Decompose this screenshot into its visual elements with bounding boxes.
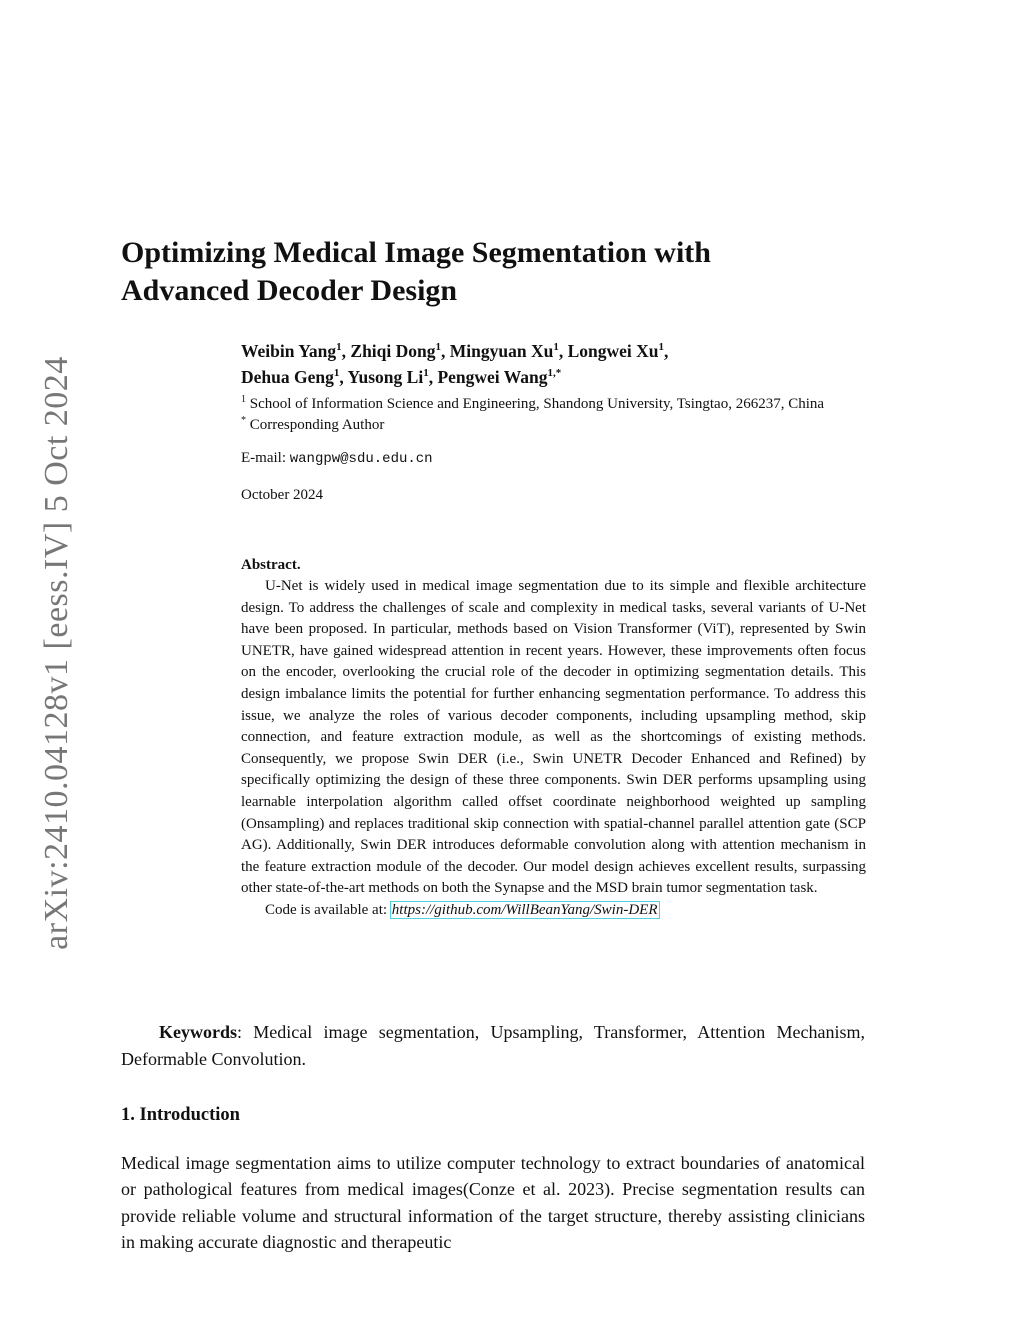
affiliation-mark: 1 — [241, 394, 246, 405]
author-name: Zhiqi Dong — [350, 341, 436, 361]
author-affiliation-mark: 1 — [553, 341, 559, 354]
publication-date: October 2024 — [241, 487, 324, 503]
author-name: Yusong Li — [347, 367, 424, 387]
keywords-label: Keywords — [159, 1022, 237, 1042]
code-availability — [241, 900, 866, 922]
paper-title — [121, 234, 881, 310]
author-affiliation-mark: 1 — [336, 341, 342, 354]
keywords — [121, 1019, 865, 1073]
code-label: Code is available at: — [265, 901, 388, 918]
author-name: Longwei Xu — [567, 341, 659, 361]
author-affiliation-mark: 1 — [333, 367, 340, 380]
author-affiliation-mark: 1,* — [547, 367, 562, 380]
abstract-heading: Abstract. — [241, 557, 301, 573]
author-name: Dehua Geng — [241, 367, 334, 387]
email-address[interactable]: wangpw@sdu.edu.cn — [289, 451, 433, 467]
abstract-text: U-Net is widely used in medical image segmentation due to its simple and flexible architecture design. To address the challenges of scale and complexity in medical tasks, several variants of U-Net have been proposed. In particular, methods based on Vision Transformer (ViT), represented by Swin UNETR, have gained widespread attention in recent years. However, these improvements often focus on the encoder, overlooking the crucial role of the decoder in optimizing segmentation details. This design imbalance limits the potential for further enhancing segmentation performance. To address this issue, we analyze the roles of various decoder components, including upsampling method, skip connection, and feature extraction module, as well as the shortcomings of existing methods. Consequently, we propose Swin DER (i.e., Swin UNETR Decoder Enhanced and Refined) by specifically optimizing the design of these three components. Swin DER performs upsampling using learnable interpolation algorithm called offset coordinate neighborhood weighted up sampling (Onsampling) and replaces traditional skip connection with spatial-channel parallel attention gate (SCP AG). Additionally, Swin DER introduces deformable convolution along with attention mechanism in the feature extraction module of the decoder. Our model design achieves excellent results, surpassing other state-of-the-art methods on both the Synapse and the MSD brain tumor segmentation task. — [241, 578, 866, 897]
corresponding-mark: * — [241, 415, 246, 426]
arxiv-side-stamp: arXiv:2410.04128v1 [eess.IV] 5 Oct 2024 — [38, 356, 75, 950]
author-affiliation-mark: 1 — [423, 367, 429, 380]
code-repository-link[interactable]: https://github.com/WillBeanYang/Swin-DER — [391, 901, 658, 918]
author-affiliation-mark: 1 — [658, 341, 665, 354]
title-line-1: Optimizing Medical Image Segmentation with — [121, 236, 711, 269]
author-separator: , — [341, 341, 351, 361]
keywords-text: : Medical image segmentation, Upsampling, Transformer, Attention Mechanism, Deformable Convolution. — [121, 1022, 865, 1069]
author-separator: , — [428, 367, 438, 387]
affiliation — [241, 394, 866, 436]
author-affiliation-mark: 1 — [435, 341, 442, 354]
author-separator: , — [664, 341, 669, 361]
corresponding-text: Corresponding Author — [249, 417, 385, 433]
author-separator: , — [558, 341, 568, 361]
abstract-block — [241, 555, 866, 922]
author-name: Pengwei Wang — [437, 367, 548, 387]
author-name: Mingyuan Xu — [449, 341, 554, 361]
author-block — [241, 338, 866, 506]
author-list — [241, 338, 866, 390]
author-name: Weibin Yang — [241, 341, 337, 361]
title-line-2: Advanced Decoder Design — [121, 274, 458, 307]
author-separator: , — [441, 341, 450, 361]
email-line — [241, 448, 866, 470]
section-heading-introduction: 1. Introduction — [121, 1105, 240, 1125]
author-separator: , — [339, 367, 348, 387]
introduction-paragraph: Medical image segmentation aims to utilize computer technology to extract boundaries of anatomical or pathological features from medical images(Conze et al. 2023). Precise segmentation results can provide reliable volume and structural information of the target structure, thereby assisting clinicians in making accurate diagnostic and therapeutic — [121, 1153, 865, 1253]
email-label: E-mail: — [241, 450, 286, 466]
affiliation-text: School of Information Science and Engineering, Shandong University, Tsingtao, 266237, China — [249, 396, 825, 412]
